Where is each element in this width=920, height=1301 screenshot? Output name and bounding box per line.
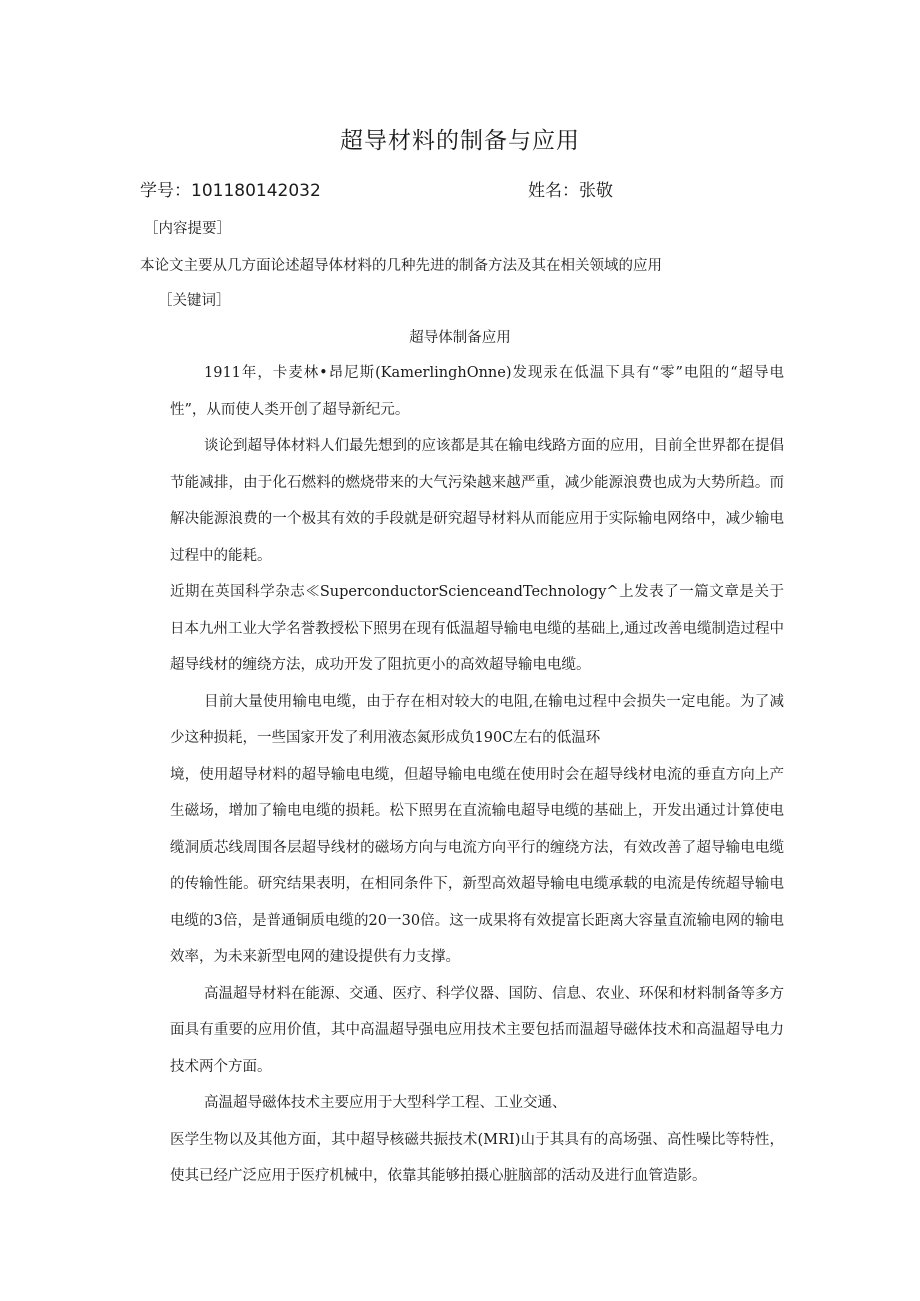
paragraph: 1911年，卡麦林•昂尼斯(KamerlinghOnne)发现汞在低温下具有“零”电阻的“超导电性”，从而使人类开创了超导新纪元。 [170, 365, 784, 418]
paragraph: 境，使用超导材料的超导输电电缆，但超导输电电缆在使用时会在超导线材电流的垂直方向上产生磁场，增加了输电电缆的损耗。松下照男在直流输电超导电缆的基础上，开发出通过计算使电缆洞质芯线周围各层超导线材的磁场方向与电流方向平行的缠绕方法，有效改善了超导输电电缆的传输性能。研究结果表明，在相同条件下，新型高效超导输电电缆承载的电流是传统超导输电电缆的3倍，是普通铜质电缆的20一30倍。这一成果将有效提富长距离大容量直流输电网的输电效率，为未来新型电网的建设提供有力支撑。 [170, 766, 784, 965]
keywords-text: 超导体制备应用 [409, 330, 511, 346]
keywords-label: ［关键词］ [158, 293, 231, 309]
paragraph: 高温超导材料在能源、交通、医疗、科学仪器、国防、信息、农业、环保和材料制备等多方面具有重要的应用价值，其中高温超导强电应用技术主要包括而温超导磁体技术和高温超导电力技术两个方面。 [170, 985, 784, 1075]
paragraph: 高温超导磁体技术主要应用于大型科学工程、工业交通、 [204, 1095, 567, 1111]
paragraph: 医学生物以及其他方面，其中超导核磁共振技术(MRI)山于其具有的高场强、高性噪比等特性，使其已经广泛应用于医疗机械中，依靠其能够拍摄心脏脑部的活动及进行血管造影。 [170, 1131, 784, 1184]
paragraph: 谈论到超导体材料人们最先想到的应该都是其在输电线路方面的应用，目前全世界都在提倡节能减排，由于化石燃料的燃烧带来的大气污染越来越严重，减少能源浪费也成为大势所趋。而解决能源浪费的一个极其有效的手段就是研究超导材料从而能应用于实际输电网络中，减少输电过程中的能耗。 [170, 438, 784, 564]
abstract-text: 本论文主要从几方面论述超导体材料的几种先进的制备方法及其在相关领域的应用 [140, 258, 662, 274]
student-id: 学号：101180142032 [140, 181, 321, 201]
student-name: 姓名：张敬 [528, 181, 613, 201]
abstract-label: ［内容提要］ [144, 221, 231, 237]
document-body [170, 355, 784, 1195]
document-title: 超导材料的制备与应用 [340, 128, 580, 154]
paragraph: 目前大量使用输电电缆，由于存在相对较大的电阻,在输电过程中会损失一定电能。为了减少这种损耗，一些国家开发了利用液态氮形成负190C左右的低温环 [170, 693, 784, 746]
paragraph: 近期在英国科学杂志≪SuperconductorScienceandTechnology^上发表了一篇文章是关于日本九州工业大学名誉教授松下照男在现有低温超导输电电缆的基础上,通过改善电缆制造过程中超导线材的缠绕方法，成功开发了阻抗更小的高效超导输电电缆。 [170, 584, 784, 673]
